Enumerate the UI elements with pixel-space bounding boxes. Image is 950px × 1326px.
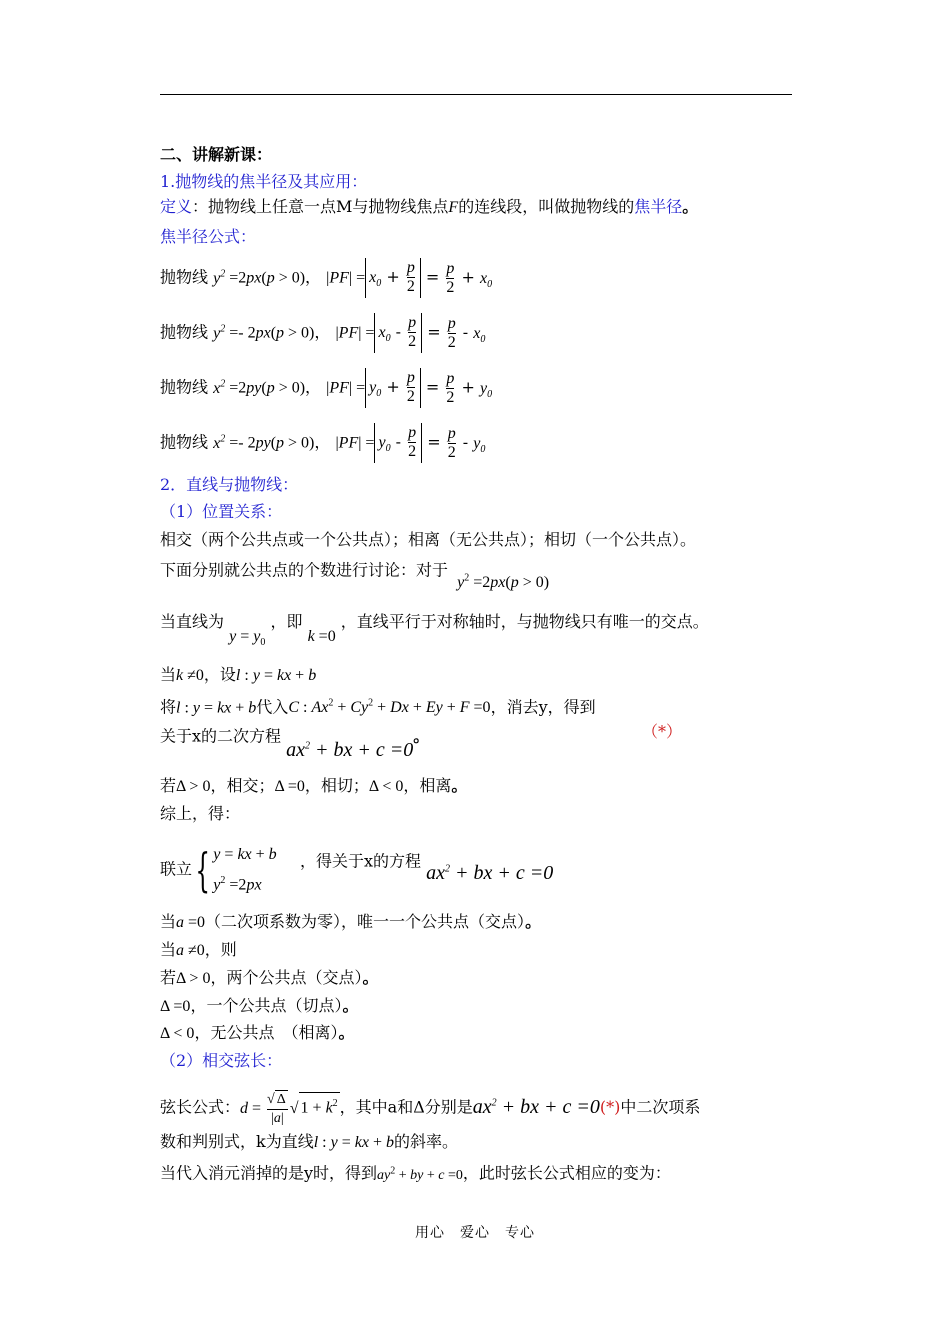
formula-label: 焦半径公式： bbox=[160, 227, 257, 246]
row-pf: |PF| = bbox=[326, 269, 366, 287]
quad-line bbox=[160, 721, 430, 761]
quad-text: 关于x的二次方程 bbox=[160, 726, 282, 746]
s1-title: 1.抛物线的焦半径及其应用： bbox=[160, 172, 368, 191]
focal-row-4: 抛物线 $x^2 =- 2py(p > 0)$， $|PF| = y_0$ - $\frac{p}{2}$ = $\frac{p}{2}$ - $y_0$ bbox=[160, 423, 485, 463]
def-text-b: 的连线段，叫做抛物线的 bbox=[458, 197, 635, 216]
row-eq: $y^2$ bbox=[213, 323, 226, 342]
eq-l: l : y = kx + b bbox=[235, 667, 317, 684]
row-rhs: =- 2py(p > 0)， bbox=[225, 434, 331, 452]
chord-c: 中二次项系 bbox=[620, 1097, 701, 1117]
eq-C: C : $Ax^2 + Cy^2 + Dx + Ey + F =0$ bbox=[288, 698, 491, 717]
chord-star: (*) bbox=[599, 1097, 621, 1117]
abs-value: $y_0$ - $\frac{p}{2}$ bbox=[374, 423, 422, 463]
eq-l2: l : y = kx + b bbox=[176, 699, 257, 717]
row-eq: $x^2$ bbox=[213, 378, 226, 397]
case-4: Δ =0，一个公共点（切点）。 bbox=[160, 996, 359, 1015]
focal-row-1: 抛物线 $y^2 =2px(p > 0)$， $|PF| = x_0$ + $\frac{p}{2}$ = $\frac{p}{2}$ + $x_0$ bbox=[160, 258, 492, 298]
row-label: 抛物线 bbox=[160, 322, 209, 342]
last-line bbox=[160, 1160, 671, 1187]
row-pf: |PF| = bbox=[335, 434, 375, 452]
delta-eq: Δ =0 bbox=[274, 778, 305, 795]
abs-value: $x_0$ - $\frac{p}{2}$ bbox=[374, 313, 422, 353]
focal-row-2: 抛物线 $y^2 =- 2px(p > 0)$， $|PF| = x_0$ - $\frac{p}{2}$ = $\frac{p}{2}$ - $x_0$ bbox=[160, 313, 485, 353]
chord-line-2 bbox=[160, 1131, 458, 1154]
k-line bbox=[160, 664, 316, 687]
chord-a: 弦长公式： bbox=[160, 1097, 241, 1117]
lianli-text: 联立 bbox=[160, 859, 193, 879]
substitute-line bbox=[160, 693, 596, 719]
chord-formula: d = $\frac{√ \Delta}{|a|}$ √ $1 + k^2$ bbox=[240, 1092, 338, 1126]
chord-line2-text: 数和判别式，k为直线 bbox=[160, 1132, 314, 1151]
row-label: 抛物线 bbox=[160, 432, 209, 452]
section-heading: 二、讲解新课： bbox=[160, 145, 273, 164]
row-label: 抛物线 bbox=[160, 267, 209, 287]
brace: { bbox=[195, 843, 210, 898]
focal-row-3: 抛物线 $x^2 =2py(p > 0)$， $|PF| = y_0$ + $\frac{p}{2}$ = $\frac{p}{2}$ + $y_0$ bbox=[160, 368, 492, 408]
chord-line2-end: 的斜率。 bbox=[393, 1132, 458, 1151]
sub-c: ，消去y，得到 bbox=[490, 697, 596, 717]
row-rhs: =- 2px(p > 0)， bbox=[225, 324, 331, 342]
last-b: ，此时弦长公式相应的变为： bbox=[462, 1163, 671, 1183]
abs-value: $x_0$ + $\frac{p}{2}$ bbox=[365, 258, 421, 298]
row-rhs: =2py(p > 0)， bbox=[225, 379, 322, 397]
eq-k0: k =0 bbox=[307, 628, 336, 645]
delta-line: 若Δ > 0，相交；Δ =0，相切；Δ < 0，相离。 bbox=[160, 776, 468, 795]
s2-sub1: （1）位置关系： bbox=[160, 502, 283, 521]
eq-quad: $ax^2$ + bx + c =0 bbox=[286, 738, 414, 761]
discuss-line bbox=[160, 556, 550, 592]
chord-line bbox=[160, 1090, 700, 1128]
def-F: F bbox=[448, 199, 459, 216]
star-mark: （*） bbox=[642, 722, 683, 741]
sub-b: 代入 bbox=[256, 697, 289, 717]
k-b: ，设 bbox=[203, 665, 236, 684]
row-eq: $y^2$ bbox=[213, 268, 226, 287]
def-text-a: ：抛物线上任意一点M与抛物线焦点 bbox=[192, 197, 449, 216]
parallel-c: ，直线平行于对称轴时，与抛物线只有唯一的交点。 bbox=[340, 612, 709, 631]
s2-sub2: （2）相交弦长： bbox=[160, 1051, 283, 1070]
row-pf: |PF| = bbox=[335, 324, 375, 342]
definition-line bbox=[160, 196, 698, 219]
row-rhs: =2px(p > 0)， bbox=[225, 269, 322, 287]
discuss-text: 下面分别就公共点的个数进行讨论：对于 bbox=[160, 560, 449, 580]
header-rule bbox=[160, 94, 792, 95]
chord-l: l : y = kx + b bbox=[313, 1134, 394, 1151]
eq-quad2: $ax^2$ + bx + c =0 bbox=[426, 861, 554, 884]
def-end: 。 bbox=[682, 197, 699, 216]
case-1: 当a =0（二次项系数为零），唯一一个公共点（交点）。 bbox=[160, 912, 542, 931]
chord-eq: $ax^2$ + bx + c =0 bbox=[472, 1095, 600, 1118]
equation-system: y = kx + b $y^2 =2px$ bbox=[213, 846, 277, 894]
def-label: 定义 bbox=[160, 197, 193, 216]
lianli-b: ，得关于x的方程 bbox=[300, 851, 422, 871]
case-5: Δ < 0，无公共点 （相离）。 bbox=[160, 1023, 355, 1042]
delta-gt: Δ > 0 bbox=[176, 778, 211, 795]
summary-line: 综上，得： bbox=[160, 804, 241, 823]
parallel-a: 当直线为 bbox=[160, 612, 225, 631]
eq-y-y0: $y = y_0$ bbox=[229, 628, 266, 649]
relations-line: 相交（两个公共点或一个公共点）；相离（无公共点）；相切（一个公共点）。 bbox=[160, 530, 697, 549]
page-footer: 用心 爱心 专心 bbox=[415, 1225, 535, 1241]
last-eq: $ay^2$ + by + c =0 bbox=[377, 1165, 463, 1183]
delta-lt: Δ < 0 bbox=[368, 778, 404, 795]
sub-a: 将 bbox=[160, 697, 177, 717]
row-eq: $x^2$ bbox=[213, 433, 226, 452]
case-2: 当a ≠0，则 bbox=[160, 940, 237, 959]
lianli-b-line bbox=[300, 846, 554, 884]
row-pf: |PF| = bbox=[326, 379, 366, 397]
case-3: 若Δ > 0，两个公共点（交点）。 bbox=[160, 968, 379, 987]
s2-title: 2．直线与抛物线： bbox=[160, 475, 299, 494]
parallel-b: ，即 bbox=[270, 612, 303, 631]
k-a: 当 bbox=[160, 665, 177, 684]
discuss-eq: $y^2 =2px(p > 0)$ bbox=[457, 573, 550, 592]
lianli-line bbox=[160, 842, 277, 898]
abs-value: $y_0$ + $\frac{p}{2}$ bbox=[365, 368, 421, 408]
def-term: 焦半径 bbox=[634, 197, 683, 216]
quad-dot: 。 bbox=[413, 726, 430, 746]
row-label: 抛物线 bbox=[160, 377, 209, 397]
last-a: 当代入消元消掉的是y时，得到 bbox=[160, 1163, 378, 1183]
chord-b: ，其中a和Δ分别是 bbox=[339, 1097, 473, 1117]
eq-kne0: k ≠0 bbox=[176, 667, 204, 684]
parallel-line bbox=[160, 611, 709, 649]
